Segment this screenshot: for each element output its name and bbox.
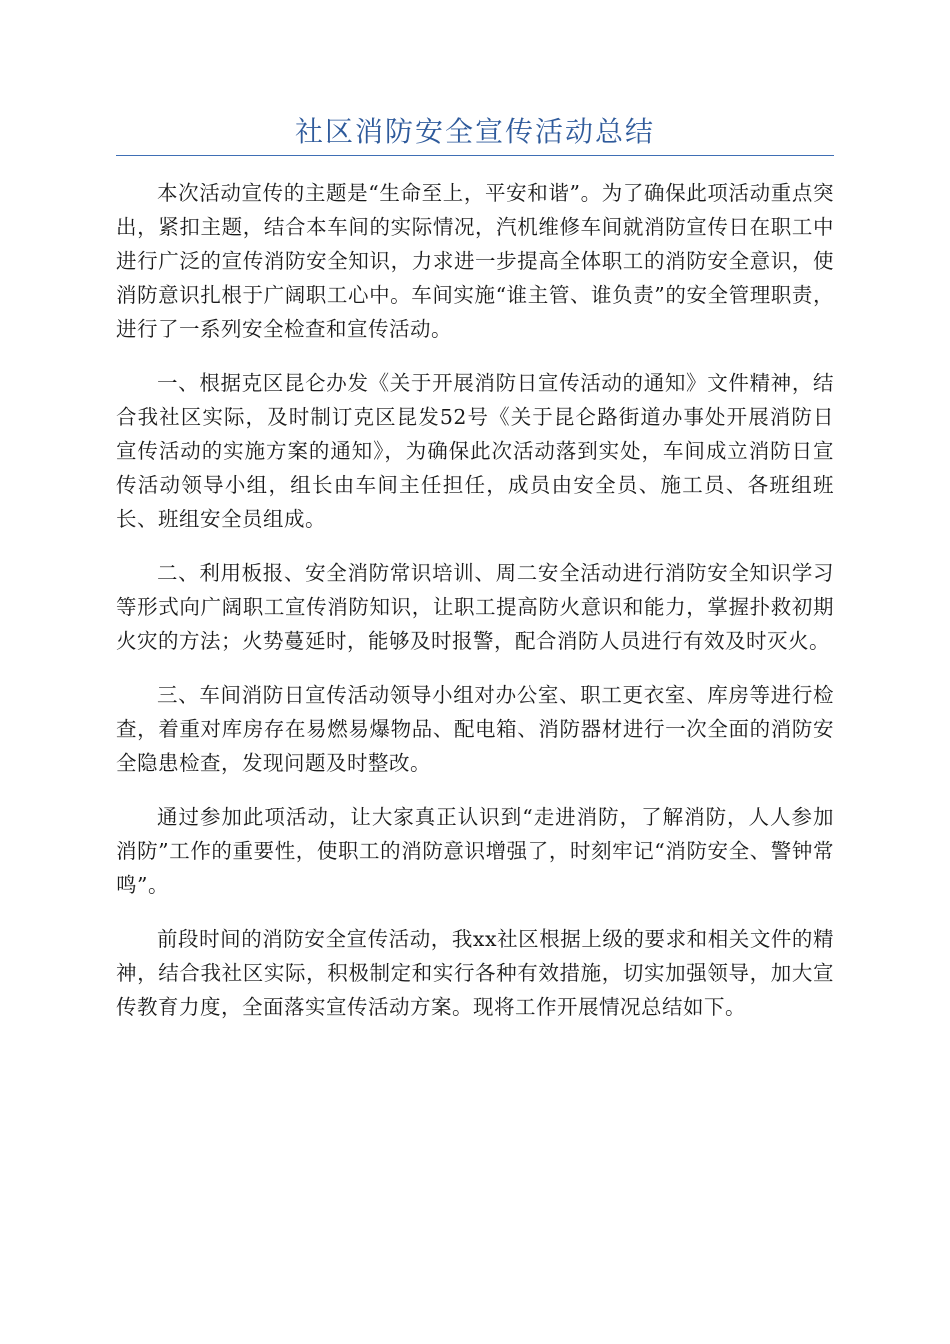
document-body: [116, 176, 834, 1044]
paragraph-conclusion: 通过参加此项活动，让大家真正认识到“走进消防，了解消防，人人参加消防”工作的重要性，使职工的消防意识增强了，时刻牢记“消防安全、警钟常鸣”。: [116, 805, 834, 897]
paragraph-intro: 本次活动宣传的主题是“生命至上，平安和谐”。为了确保此项活动重点突出，紧扣主题，结合本车间的实际情况，汽机维修车间就消防宣传日在职工中进行广泛的宣传消防安全知识，力求进一步提高全体职工的消防安全意识，使消防意识扎根于广阔职工心中。车间实施“谁主管、谁负责”的安全管理职责，进行了一系列安全检查和宣传活动。: [116, 181, 834, 341]
document-title: 社区消防安全宣传活动总结: [294, 115, 655, 148]
paragraph-section-three: 三、车间消防日宣传活动领导小组对办公室、职工更衣室、库房等进行检查，着重对库房存在易燃易爆物品、配电箱、消防器材进行一次全面的消防安全隐患检查，发现问题及时整改。: [116, 683, 834, 775]
paragraph-section-two: 二、利用板报、安全消防常识培训、周二安全活动进行消防安全知识学习等形式向广阔职工宣传消防知识，让职工提高防火意识和能力，掌握扑救初期火灾的方法；火势蔓延时，能够及时报警，配合消防人员进行有效及时灭火。: [116, 561, 834, 653]
paragraph-section-one: 一、根据克区昆仑办发《关于开展消防日宣传活动的通知》文件精神，结合我社区实际，及时制订克区昆发52号《关于昆仑路街道办事处开展消防日宣传活动的实施方案的通知》，为确保此次活动落到实处，车间成立消防日宣传活动领导小组，组长由车间主任担任，成员由安全员、施工员、各班组班长、班组安全员组成。: [116, 371, 834, 531]
paragraph-summary-intro: 前段时间的消防安全宣传活动，我xx社区根据上级的要求和相关文件的精神，结合我社区实际，积极制定和实行各种有效措施，切实加强领导，加大宣传教育力度，全面落实宣传活动方案。现将工作开展情况总结如下。: [116, 927, 834, 1019]
title-underline: [116, 155, 834, 156]
